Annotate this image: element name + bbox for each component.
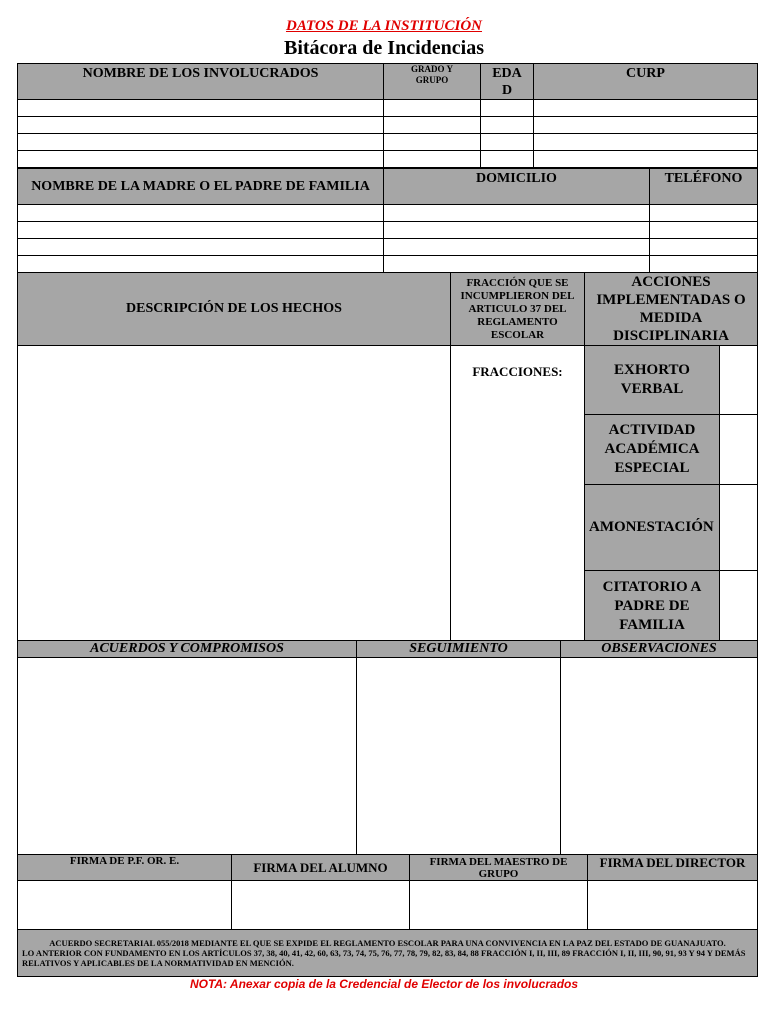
parent-name-cell[interactable]	[18, 256, 384, 273]
age-header: EDA D	[481, 64, 534, 100]
address-cell[interactable]	[384, 222, 650, 239]
grade-cell[interactable]	[384, 134, 481, 151]
age-cell[interactable]	[481, 100, 534, 117]
parent-name-header: NOMBRE DE LA MADRE O EL PADRE DE FAMILIA	[18, 169, 384, 205]
involved-table	[17, 63, 758, 168]
observations-header: OBSERVACIONES	[561, 641, 758, 658]
institution-header: DATOS DE LA INSTITUCIÓN	[285, 18, 483, 34]
grade-cell[interactable]	[384, 151, 481, 168]
curp-cell[interactable]	[534, 134, 758, 151]
age-cell[interactable]	[481, 151, 534, 168]
grade-cell[interactable]	[384, 117, 481, 134]
table-row	[18, 100, 758, 117]
legal-agreement: ACUERDO SECRETARIAL 055/2018 MEDIANTE EL QUE SE EXPIDE EL REGLAMENTO ESCOLAR PARA UNA CONVIVENCIA EN LA PAZ DEL ESTADO DE GUANAJUATO.	[49, 938, 726, 948]
parent-name-cell[interactable]	[18, 222, 384, 239]
parent-name-cell[interactable]	[18, 239, 384, 256]
table-row	[18, 117, 758, 134]
parents-table	[17, 168, 758, 273]
signature-student-box[interactable]	[232, 881, 410, 930]
fraction-header: FRACCIÓN QUE SE INCUMPLIERON DEL ARTICULO 37 DEL REGLAMENTO ESCOLAR	[451, 273, 585, 346]
action-actividad: ACTIVIDAD ACADÉMICA ESPECIAL	[585, 415, 720, 485]
page-title: Bitácora de Incidencias	[284, 37, 484, 59]
table-row	[18, 134, 758, 151]
signature-teacher-box[interactable]	[410, 881, 588, 930]
parent-name-cell[interactable]	[18, 205, 384, 222]
involved-name-cell[interactable]	[18, 134, 384, 151]
signature-student-header: FIRMA DEL ALUMNO	[232, 855, 410, 881]
signature-pf-box[interactable]	[18, 881, 232, 930]
involved-name-cell[interactable]	[18, 151, 384, 168]
table-row	[18, 256, 758, 273]
age-cell[interactable]	[481, 134, 534, 151]
curp-cell[interactable]	[534, 151, 758, 168]
phone-cell[interactable]	[650, 256, 758, 273]
table-row	[18, 205, 758, 222]
signature-teacher-header: FIRMA DEL MAESTRO DE GRUPO	[410, 855, 588, 881]
signatures-table	[17, 854, 758, 977]
address-cell[interactable]	[384, 256, 650, 273]
involved-name-header: NOMBRE DE LOS INVOLUCRADOS	[18, 64, 384, 100]
involved-name-cell[interactable]	[18, 117, 384, 134]
signature-director-box[interactable]	[588, 881, 758, 930]
phone-cell[interactable]	[650, 222, 758, 239]
curp-header: CURP	[534, 64, 758, 100]
action-amonestacion-check[interactable]	[720, 485, 758, 571]
address-cell[interactable]	[384, 205, 650, 222]
grade-group-header: GRADO Y GRUPO	[384, 64, 481, 100]
facts-description-header: DESCRIPCIÓN DE LOS HECHOS	[18, 273, 451, 346]
legal-footer	[18, 930, 758, 977]
phone-header: TELÉFONO	[650, 169, 758, 205]
fractions-area[interactable]	[451, 346, 585, 642]
legal-basis: LO ANTERIOR CON FUNDAMENTO EN LOS ARTÍCULOS 37, 38, 40, 41, 42, 60, 63, 73, 74, 75, 76, 77, 78, 79, 82, 83, 84, 88 FRACCIÓN I, II, III, 89 FRACCIÓN I, II, III, 90, 91, 93 Y 94 Y DEMÁS RELATIVOS Y APLICABLES DE LA NORMATIVIDAD EN MENCIÓN.	[22, 948, 746, 968]
agreements-table	[17, 640, 758, 855]
address-cell[interactable]	[384, 239, 650, 256]
curp-cell[interactable]	[534, 117, 758, 134]
phone-cell[interactable]	[650, 205, 758, 222]
action-exhorto: EXHORTO VERBAL	[585, 346, 720, 415]
attachment-note: NOTA: Anexar copia de la Credencial de Elector de los involucrados	[189, 977, 579, 991]
action-amonestacion: AMONESTACIÓN	[585, 485, 720, 571]
observations-area[interactable]	[561, 658, 758, 855]
signature-pf-header: FIRMA DE P.F. OR. E.	[18, 855, 232, 881]
followup-area[interactable]	[357, 658, 561, 855]
table-row	[18, 151, 758, 168]
table-row	[18, 239, 758, 256]
action-actividad-check[interactable]	[720, 415, 758, 485]
facts-table	[17, 272, 758, 642]
action-citatorio-check[interactable]	[720, 571, 758, 642]
curp-cell[interactable]	[534, 100, 758, 117]
agreements-area[interactable]	[18, 658, 357, 855]
followup-header: SEGUIMIENTO	[357, 641, 561, 658]
phone-cell[interactable]	[650, 239, 758, 256]
agreements-header: ACUERDOS Y COMPROMISOS	[18, 641, 357, 658]
action-citatorio: CITATORIO A PADRE DE FAMILIA	[585, 571, 720, 642]
age-cell[interactable]	[481, 117, 534, 134]
address-header: DOMICILIO	[384, 169, 650, 205]
action-exhorto-check[interactable]	[720, 346, 758, 415]
fractions-label: FRACCIONES:	[472, 364, 563, 379]
table-row	[18, 222, 758, 239]
signature-director-header: FIRMA DEL DIRECTOR	[588, 855, 758, 881]
actions-header: ACCIONES IMPLEMENTADAS O MEDIDA DISCIPLINARIA	[585, 273, 758, 346]
involved-name-cell[interactable]	[18, 100, 384, 117]
facts-description-area[interactable]	[18, 346, 451, 642]
grade-cell[interactable]	[384, 100, 481, 117]
